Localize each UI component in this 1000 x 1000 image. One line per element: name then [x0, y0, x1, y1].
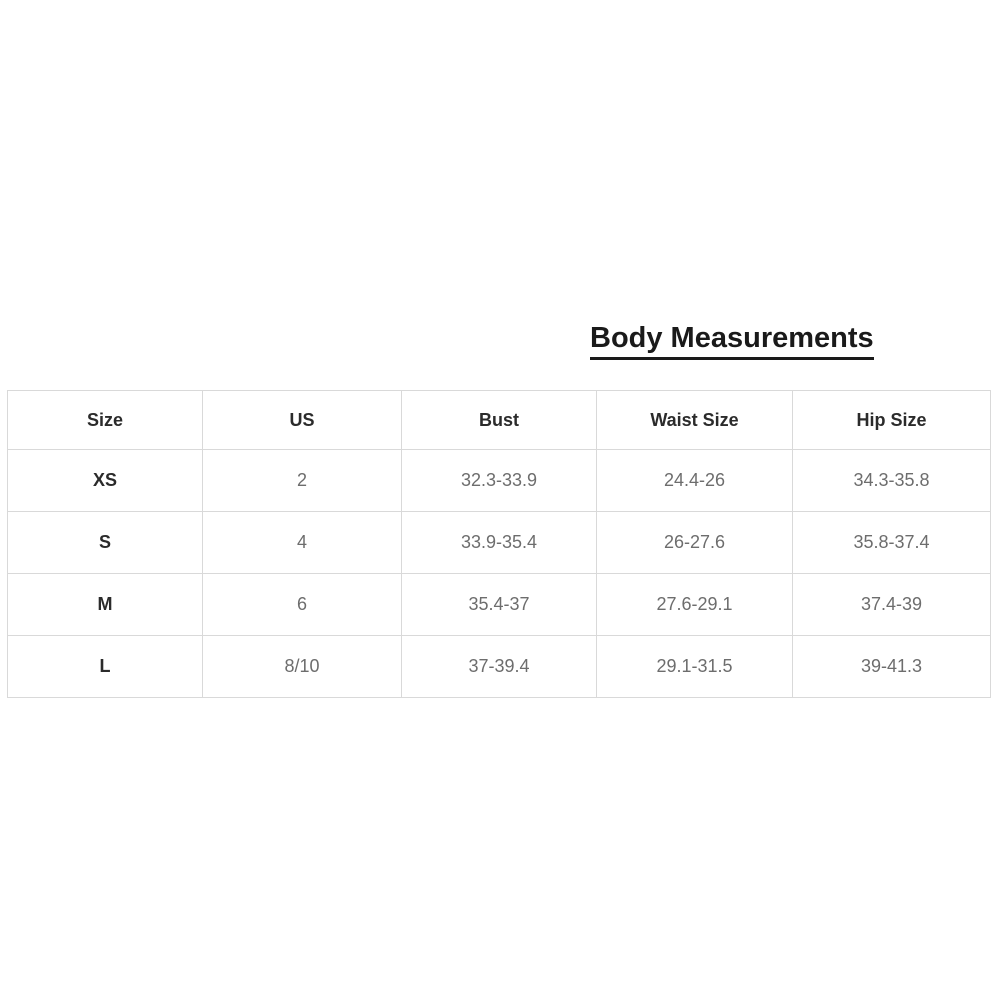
cell-us: 2 [203, 450, 402, 512]
column-header-bust: Bust [402, 391, 597, 450]
cell-bust: 32.3-33.9 [402, 450, 597, 512]
column-header-size: Size [8, 391, 203, 450]
cell-waist: 27.6-29.1 [597, 574, 793, 636]
cell-us: 4 [203, 512, 402, 574]
cell-us: 8/10 [203, 636, 402, 698]
column-header-waist-size: Waist Size [597, 391, 793, 450]
cell-hip: 39-41.3 [793, 636, 991, 698]
table-row-xs [8, 450, 991, 512]
cell-waist: 29.1-31.5 [597, 636, 793, 698]
cell-hip: 35.8-37.4 [793, 512, 991, 574]
body-measurements-table [7, 390, 991, 698]
cell-size: XS [8, 450, 203, 512]
cell-size: S [8, 512, 203, 574]
table-row-s [8, 512, 991, 574]
cell-size: M [8, 574, 203, 636]
page-title: Body Measurements [590, 324, 874, 360]
cell-bust: 35.4-37 [402, 574, 597, 636]
cell-waist: 24.4-26 [597, 450, 793, 512]
column-header-us: US [203, 391, 402, 450]
cell-waist: 26-27.6 [597, 512, 793, 574]
cell-hip: 34.3-35.8 [793, 450, 991, 512]
cell-bust: 37-39.4 [402, 636, 597, 698]
cell-bust: 33.9-35.4 [402, 512, 597, 574]
cell-us: 6 [203, 574, 402, 636]
table-row-l [8, 636, 991, 698]
column-header-hip-size: Hip Size [793, 391, 991, 450]
table-row-m [8, 574, 991, 636]
table-header-row [8, 391, 991, 450]
cell-hip: 37.4-39 [793, 574, 991, 636]
cell-size: L [8, 636, 203, 698]
